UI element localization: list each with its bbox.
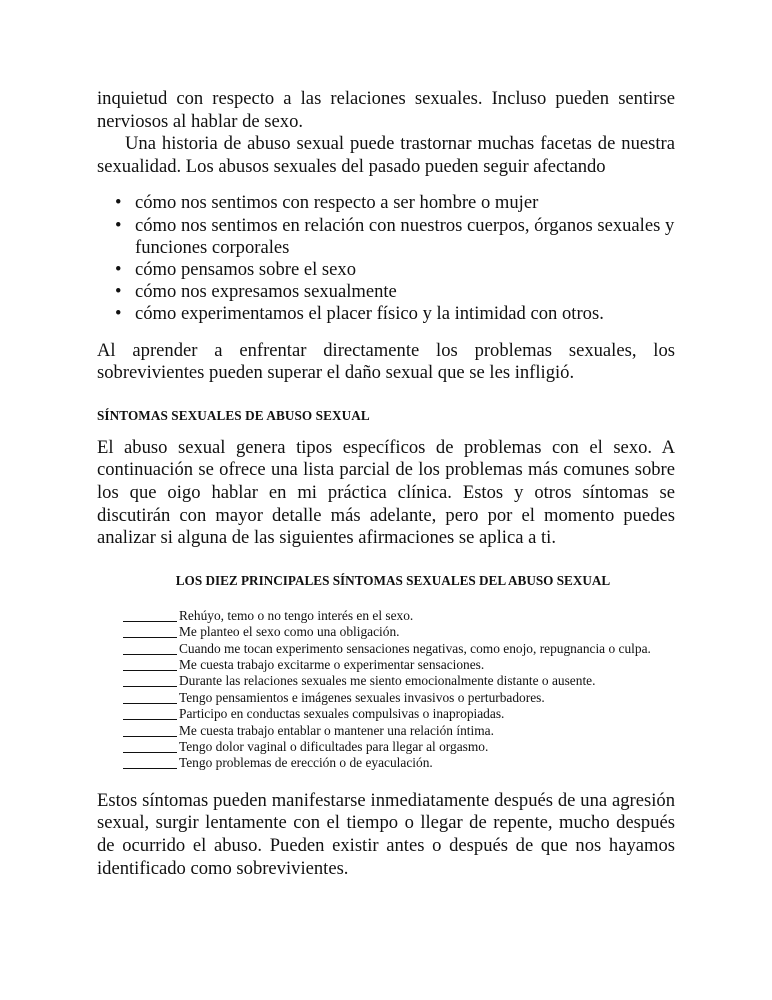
closing-paragraph: Estos síntomas pueden manifestarse inmediatamente después de una agresión sexual, surgir lentamente con el tiempo o llegar de repente, mucho después de ocurrido el abuso. Pueden existir antes o después de que nos hayamos identificado como sobrevivientes. [97,789,675,879]
checklist-item: Me planteo el sexo como una obligación. [123,624,653,640]
recovery-paragraph: Al aprender a enfrentar directamente los problemas sexuales, los sobrevivientes pueden superar el daño sexual que se les infligió. [97,339,675,384]
checklist-item: Tengo pensamientos e imágenes sexuales invasivos o perturbadores. [123,690,653,706]
section-paragraph: El abuso sexual genera tipos específicos de problemas con el sexo. A continuación se ofrece una lista parcial de los problemas más comunes sobre los que oigo hablar en mi práctica clínica. Estos y otros síntomas se discutirán con mayor detalle más adelante, pero por el momento puedes analizar si alguna de las siguientes afirmaciones se aplica a ti. [97,436,675,549]
checklist-title: LOS DIEZ PRINCIPALES SÍNTOMAS SEXUALES DEL ABUSO SEXUAL [175,572,611,588]
checklist-item: Durante las relaciones sexuales me siento emocionalmente distante o ausente. [123,673,653,689]
checkbox-blank-line[interactable] [123,641,177,655]
list-item: • cómo nos sentimos con respecto a ser hombre o mujer [115,192,539,214]
checklist-item: Cuando me tocan experimento sensaciones negativas, como enojo, repugnancia o culpa. [123,641,653,657]
checkbox-blank-line[interactable] [123,608,177,622]
bullet-icon: • [115,192,122,214]
checklist-item: Me cuesta trabajo excitarme o experimentar sensaciones. [123,657,653,673]
bullet-icon: • [115,303,122,325]
checklist-item: Participo en conductas sexuales compulsivas o inapropiadas. [123,706,653,722]
list-item: • cómo pensamos sobre el sexo [115,258,357,280]
checkbox-blank-line[interactable] [123,624,177,638]
list-item: • cómo experimentamos el placer físico y la intimidad con otros. [115,303,604,325]
bullet-icon: • [115,281,122,303]
abuse-impact-paragraph: Una historia de abuso sexual puede trastornar muchas facetas de nuestra sexualidad. Los abusos sexuales del pasado pueden seguir afectando [97,133,675,177]
checklist-item: Rehúyo, temo o no tengo interés en el sexo. [123,608,653,624]
checkbox-blank-line[interactable] [123,657,177,671]
list-item: • cómo nos expresamos sexualmente [115,281,397,303]
document-page [97,88,675,880]
bullet-icon: • [115,214,122,236]
checklist-item: Me cuesta trabajo entablar o mantener una relación íntima. [123,723,653,739]
checkbox-blank-line[interactable] [123,706,177,720]
list-item: • cómo nos sentimos en relación con nuestros cuerpos, órganos sexuales y funciones corporales [115,214,675,258]
checkbox-blank-line[interactable] [123,723,177,737]
checkbox-blank-line[interactable] [123,690,177,704]
symptom-checklist [123,608,653,772]
checklist-item: Tengo problemas de erección o de eyaculación. [123,755,653,771]
checkbox-blank-line[interactable] [123,755,177,769]
checkbox-blank-line[interactable] [123,739,177,753]
effects-bullet-list [97,192,675,325]
checkbox-blank-line[interactable] [123,673,177,687]
section-heading: SÍNTOMAS SEXUALES DE ABUSO SEXUAL [97,407,370,423]
intro-paragraph: inquietud con respecto a las relaciones sexuales. Incluso pueden sentirse nerviosos al hablar de sexo. [97,88,675,132]
checklist-item: Tengo dolor vaginal o dificultades para llegar al orgasmo. [123,739,653,755]
bullet-icon: • [115,258,122,280]
